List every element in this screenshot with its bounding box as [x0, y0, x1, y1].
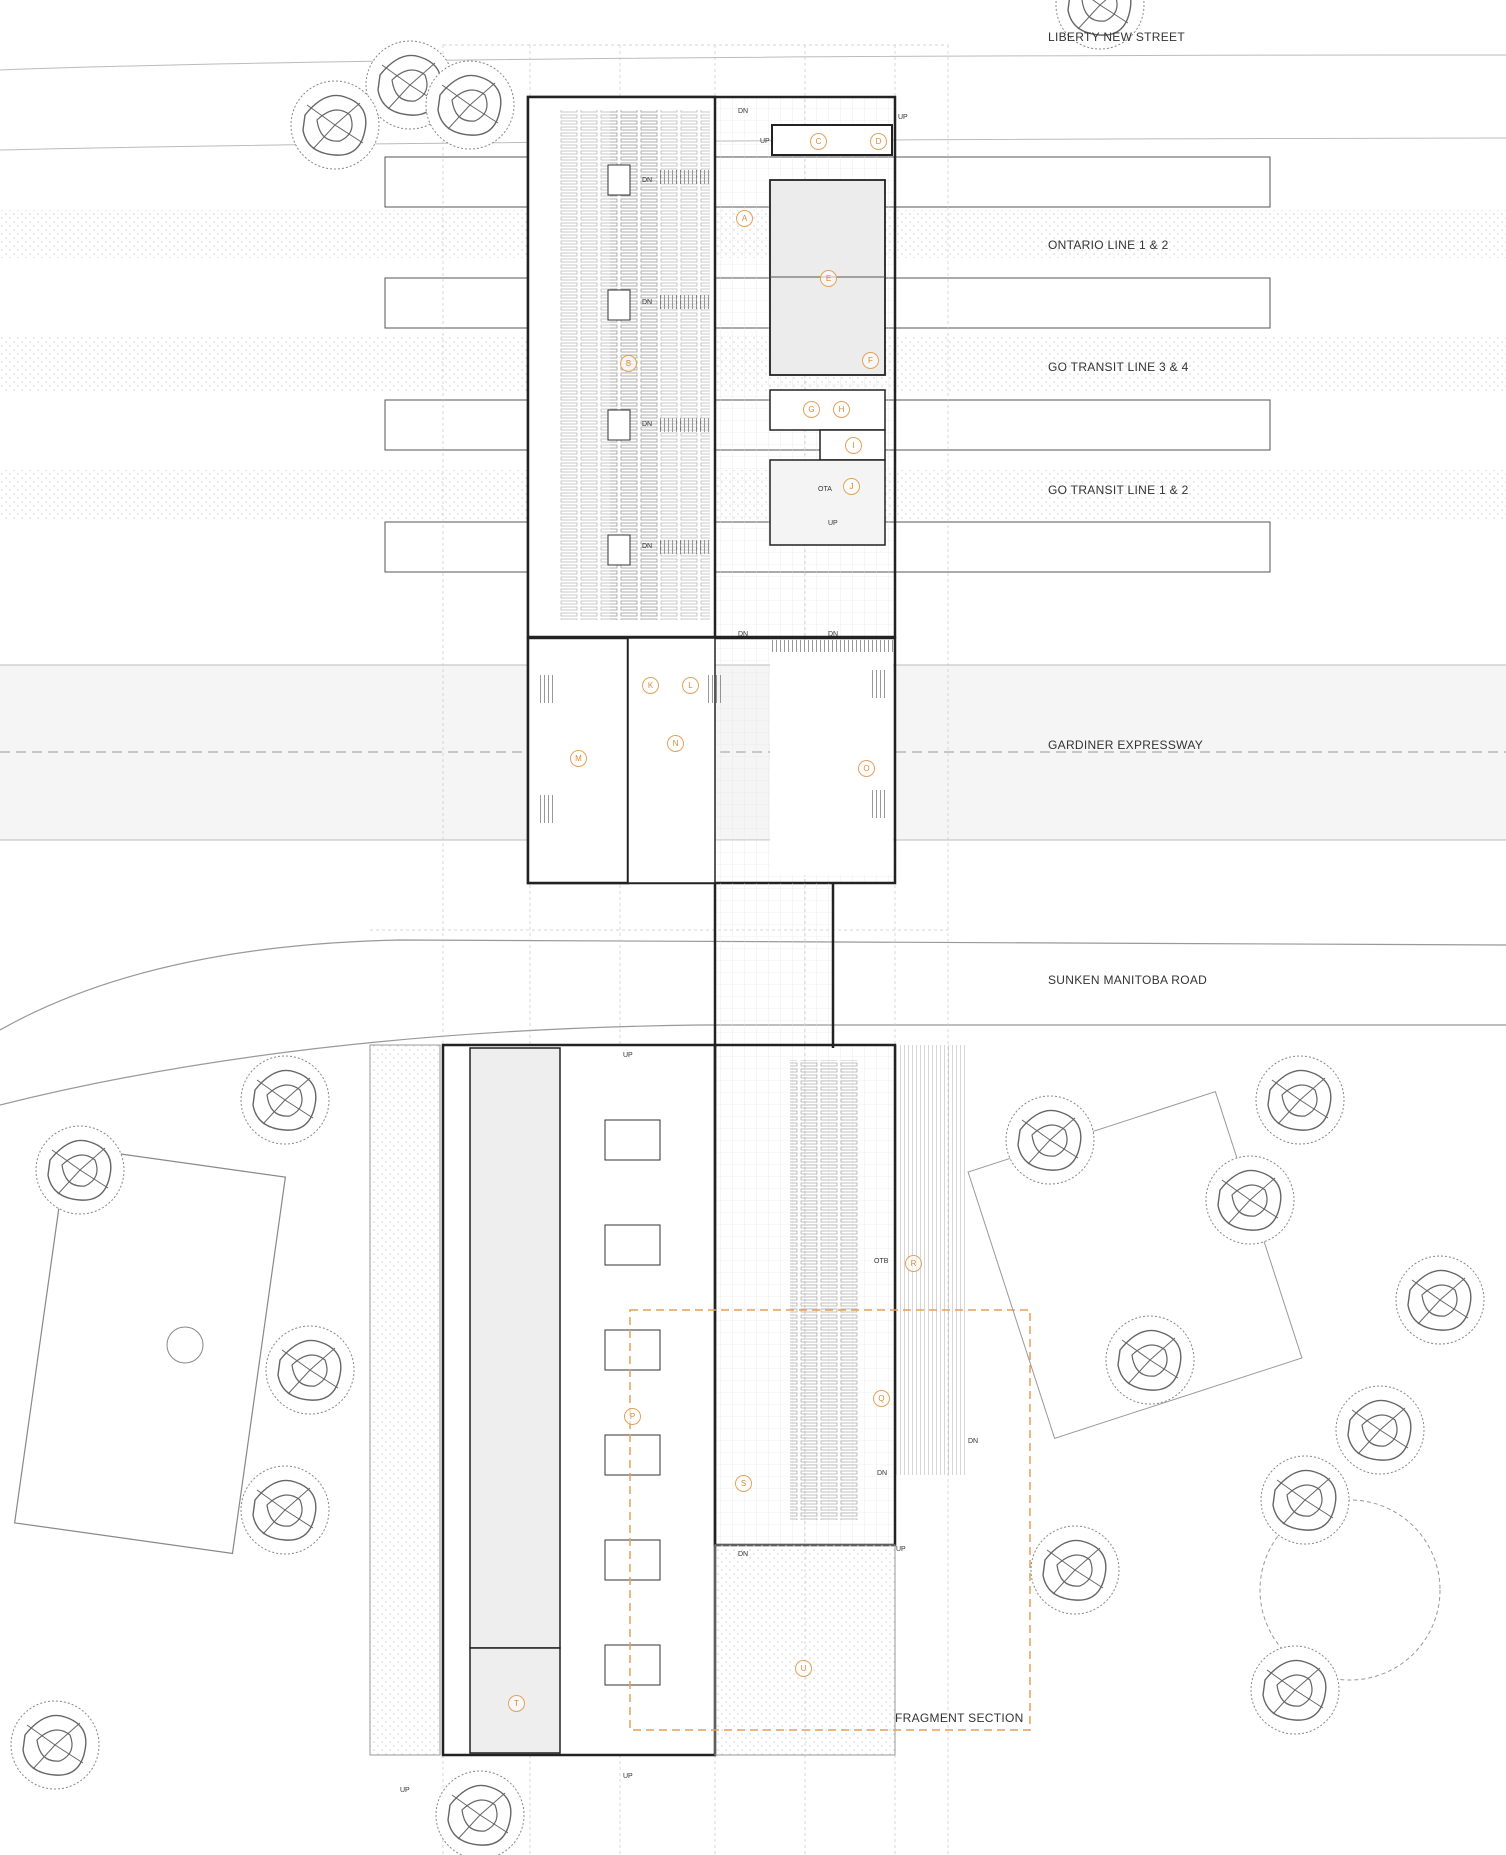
- room-tag-l: L: [682, 677, 699, 694]
- note-dn-hall-bottom: DN: [738, 1551, 749, 1558]
- room-tag-n: N: [667, 735, 684, 752]
- note-up-top-right: UP: [898, 114, 908, 121]
- room-tag-j: J: [843, 478, 860, 495]
- room-tag-u: U: [795, 1660, 812, 1677]
- room-tag-f: F: [862, 352, 879, 369]
- room-tag-c: C: [810, 133, 827, 150]
- lower-hall: [370, 1045, 1030, 1755]
- label-go-transit-1-2: GO TRANSIT LINE 1 & 2: [1048, 483, 1189, 497]
- note-ota: OTA: [818, 486, 832, 493]
- room-tag-a: A: [736, 210, 753, 227]
- note-dn-top: DN: [738, 108, 749, 115]
- label-ontario-line: ONTARIO LINE 1 & 2: [1048, 238, 1169, 252]
- room-tag-i: I: [845, 437, 862, 454]
- note-dn-concourse-3: DN: [642, 421, 653, 428]
- note-up-hall-top: UP: [623, 1052, 633, 1059]
- room-tag-h: H: [833, 401, 850, 418]
- label-fragment-section: FRAGMENT SECTION: [895, 1711, 1024, 1725]
- label-gardiner-expressway: GARDINER EXPRESSWAY: [1048, 738, 1204, 752]
- note-dn-mid-2: DN: [828, 631, 839, 638]
- note-up-ramp: UP: [400, 1787, 410, 1794]
- label-liberty-new-street: LIBERTY NEW STREET: [1048, 30, 1185, 44]
- note-dn-concourse-1: DN: [642, 177, 653, 184]
- note-dn-hall-stairs: DN: [877, 1470, 888, 1477]
- note-up-hall-lower: UP: [623, 1773, 633, 1780]
- room-tag-s: S: [735, 1475, 752, 1492]
- label-sunken-manitoba-road: SUNKEN MANITOBA ROAD: [1048, 973, 1208, 987]
- bridge: [715, 883, 835, 1048]
- upper-concourse: [528, 97, 895, 637]
- note-dn-concourse-4: DN: [642, 543, 653, 550]
- note-dn-hall-side: DN: [968, 1438, 979, 1445]
- label-go-transit-3-4: GO TRANSIT LINE 3 & 4: [1048, 360, 1189, 374]
- room-tag-o: O: [858, 760, 875, 777]
- note-otb: OTB: [874, 1258, 889, 1265]
- room-tag-m: M: [570, 750, 587, 767]
- room-tag-e: E: [820, 270, 837, 287]
- room-tag-q: Q: [873, 1390, 890, 1407]
- room-tag-k: K: [642, 677, 659, 694]
- note-dn-concourse-2: DN: [642, 299, 653, 306]
- note-up-ota: UP: [828, 520, 838, 527]
- note-up-hall-bottom: UP: [896, 1546, 906, 1553]
- note-dn-mid-1: DN: [738, 631, 749, 638]
- room-tag-g: G: [803, 401, 820, 418]
- room-tag-t: T: [508, 1695, 525, 1712]
- room-tag-r: R: [905, 1255, 922, 1272]
- note-up-top: UP: [760, 138, 770, 145]
- room-tag-p: P: [624, 1408, 641, 1425]
- room-tag-b: B: [620, 355, 637, 372]
- room-tag-d: D: [870, 133, 887, 150]
